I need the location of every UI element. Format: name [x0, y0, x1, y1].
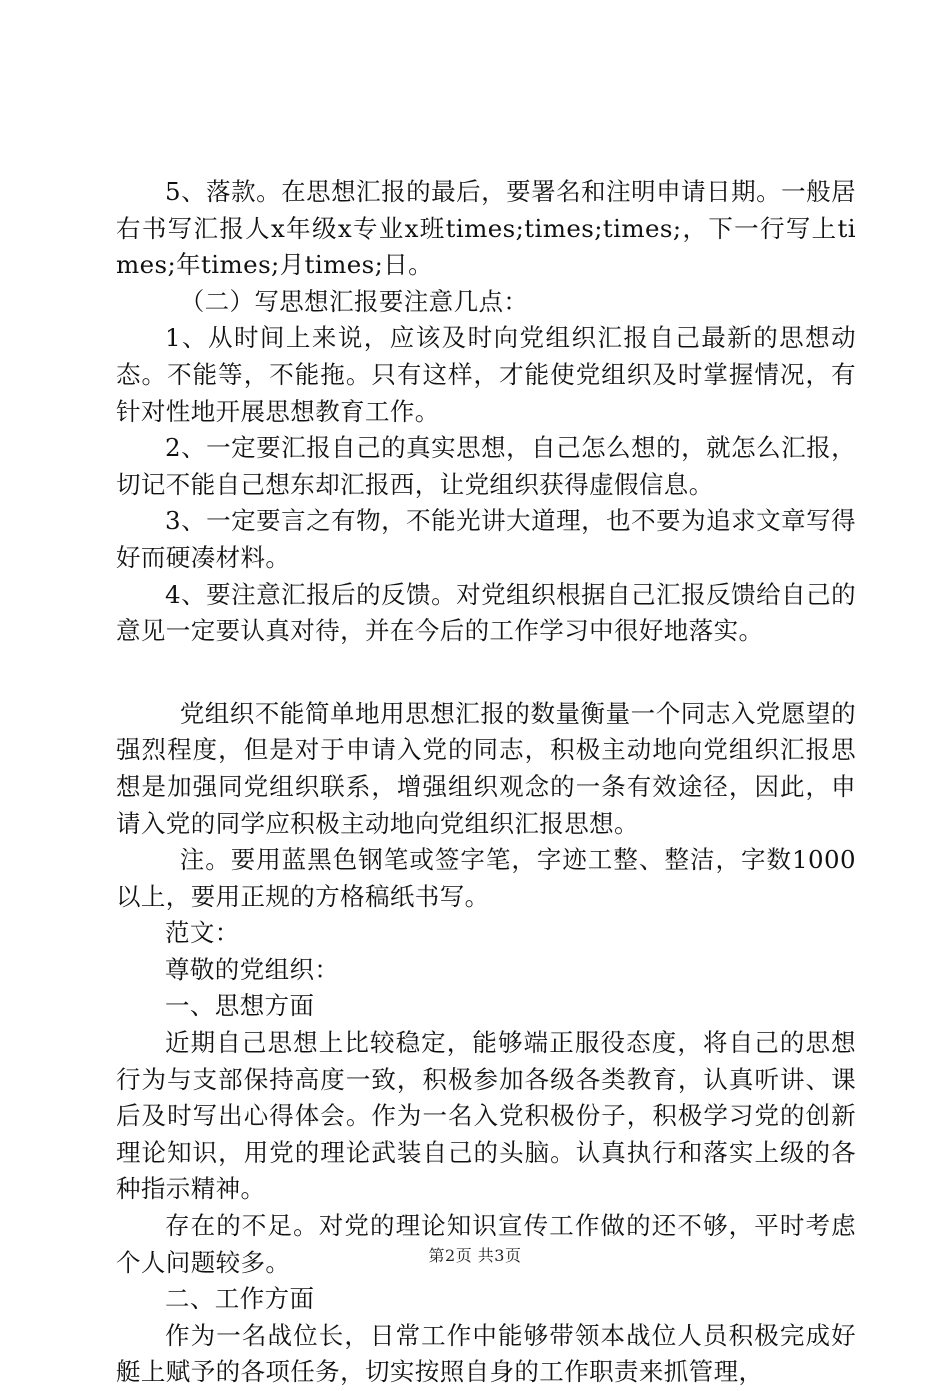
paragraph-signature: 5、落款。在思想汇报的最后，要署名和注明申请日期。一般居右书写汇报人x年级x专业x班times;times;times;，下一行写上times;年times;月times;日。 [116, 177, 856, 280]
label-sample: 范文： [165, 918, 240, 948]
document-body [116, 174, 856, 1391]
paragraph-note-4: 4、要注意汇报后的反馈。对党组织根据自己汇报反馈给自己的意见一定要认真对待，并在今后的工作学习中很好地落实。 [116, 579, 856, 646]
paragraph-note-3: 3、一定要言之有物，不能光讲大道理，也不要为追求文章写得好而硬凑材料。 [116, 506, 856, 572]
paragraph-shortcomings: 存在的不足。对党的理论知识宣传工作做的还不够，平时考虑个人问题较多。 [116, 1211, 856, 1277]
paragraph-work: 作为一名战位长，日常工作中能够带领本战位人员积极完成好艇上赋予的各项任务，切实按照自身的工作职责来抓管理， [116, 1320, 856, 1387]
salutation: 尊敬的党组织： [165, 954, 340, 984]
paragraph-note-1: 1、从时间上来说，应该及时向党组织汇报自己最新的思想动态。不能等，不能拖。只有这样，才能使党组织及时掌握情况，有针对性地开展思想教育工作。 [116, 323, 856, 426]
heading-thought: 一、思想方面 [165, 991, 315, 1021]
paragraph-summary: 党组织不能简单地用思想汇报的数量衡量一个同志入党愿望的强烈程度，但是对于申请入党的同志，积极主动地向党组织汇报思想是加强同党组织联系，增强组织观念的一条有效途径，因此，申请入党的同学应积极主动地向党组织汇报思想。 [116, 698, 856, 838]
paragraph-note-2: 2、一定要汇报自己的真实思想，自己怎么想的，就怎么汇报，切记不能自己想东却汇报西，让党组织获得虚假信息。 [116, 433, 856, 499]
paragraph-thought: 近期自己思想上比较稳定，能够端正服役态度，将自己的思想行为与支部保持高度一致，积极参加各级各类教育，认真听讲、课后及时写出心得体会。作为一名入党积极份子，积极学习党的创新理论知识，用党的理论武装自己的头脑。认真执行和落实上级的各种指示精神。 [116, 1028, 856, 1204]
paragraph-writing-note: 注。要用蓝黑色钢笔或签字笔，字迹工整、整洁，字数1000以上，要用正规的方格稿纸书写。 [116, 845, 856, 911]
heading-work: 二、工作方面 [165, 1284, 315, 1314]
subheading-notes: （二）写思想汇报要注意几点： [179, 286, 529, 316]
page-number-footer: 第2页 共3页 [428, 1246, 522, 1265]
paragraph-gap [116, 650, 856, 696]
